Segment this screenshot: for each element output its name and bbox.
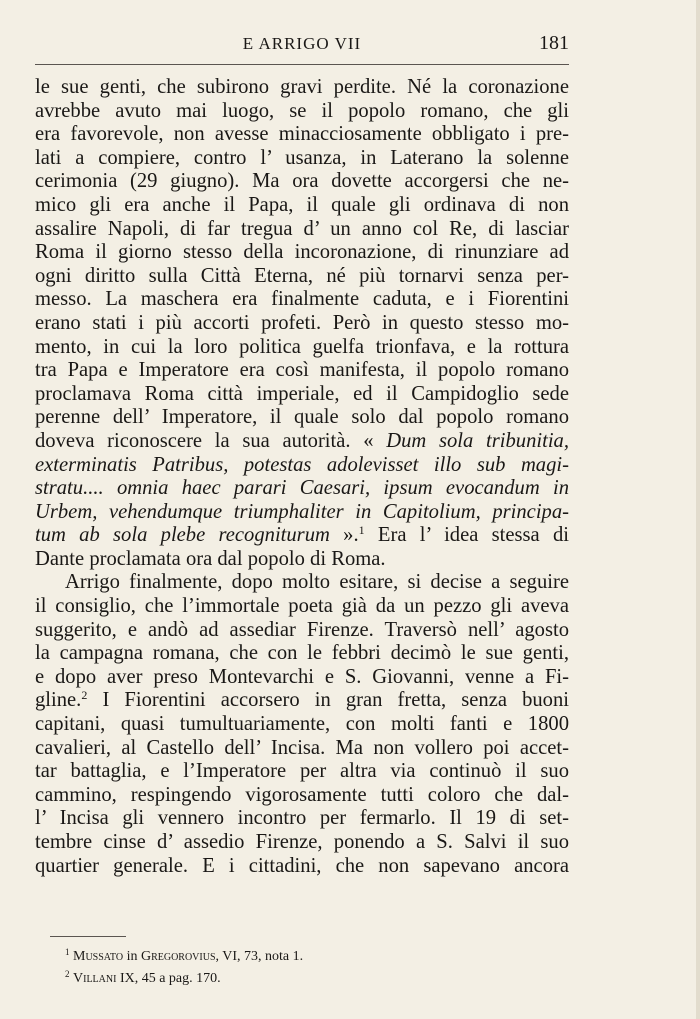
latin-quote-line: exterminatis Patribus, potestas adolevisset illo sub magi- bbox=[35, 453, 569, 476]
text-line: cavalieri, al Castello dell’ Incisa. Ma non vollero poi accet- bbox=[35, 736, 569, 759]
footnote-connector: in bbox=[126, 949, 138, 964]
footnote-ref-text: , VI, 73, nota 1. bbox=[215, 949, 304, 964]
text-line: avrebbe avuto mai luogo, se il popolo romano, che gli bbox=[35, 99, 569, 122]
footnote-mark: 2 bbox=[65, 969, 70, 979]
footnote-author: Mussato bbox=[73, 949, 124, 964]
page-header bbox=[35, 34, 569, 58]
text-line: Dante proclamata ora dal popolo di Roma. bbox=[35, 547, 386, 570]
latin-quote-line: Urbem, vehendumque triumphaliter in Capitolium, principa- bbox=[35, 500, 569, 523]
text-line: tar battaglia, e l’Imperatore per altra via continuò il suo bbox=[35, 760, 569, 783]
footnote-author: Villani bbox=[73, 971, 117, 986]
text-line: erano stati i più accorti profeti. Però in questo stesso mo- bbox=[35, 311, 569, 334]
text-line: mico gli era anche il Papa, il quale gli ordinava di non bbox=[35, 193, 569, 216]
text-line bbox=[35, 430, 569, 454]
footnote-ref[interactable]: 1 bbox=[358, 523, 365, 538]
text-line: mento, in cui la loro politica guelfa trionfava, e la rottura bbox=[35, 335, 569, 358]
text-line: Roma il giorno stesso della incoronazione, di rinunziare ad bbox=[35, 241, 569, 264]
text-line: tra Papa e Imperatore era così manifesta, il popolo romano bbox=[35, 359, 569, 382]
footnote-1 bbox=[65, 946, 545, 968]
footnote-ref-text: IX, 45 a pag. 170. bbox=[119, 971, 221, 986]
page-edge bbox=[696, 0, 700, 1019]
latin-quote: tum ab sola plebe recogniturum bbox=[35, 524, 330, 547]
footnote-ref[interactable]: 2 bbox=[81, 688, 88, 703]
footnote-work: Gregorovius bbox=[140, 949, 216, 964]
text-line: ogni diritto sulla Città Eterna, né più tornarvi senza per- bbox=[35, 264, 569, 287]
text-segment: doveva riconoscere la sua autorità. « bbox=[35, 429, 374, 452]
page-number: 181 bbox=[539, 32, 569, 54]
text-line: le sue genti, che subirono gravi perdite. Né la coronazione bbox=[35, 76, 569, 98]
text-line: messo. La maschera era finalmente caduta, e i Fiorentini bbox=[35, 288, 569, 311]
text-line: cerimonia (29 giugno). Ma ora dovette accorgersi che ne- bbox=[35, 170, 569, 193]
text-line: tembre cinse d’ assedio Firenze, ponendo a S. Salvi il suo bbox=[35, 831, 569, 853]
footnote-2 bbox=[65, 968, 545, 990]
text-line: perenne dell’ Imperatore, il quale solo dal popolo romano bbox=[35, 406, 569, 429]
running-title: E ARRIGO VII bbox=[242, 34, 362, 53]
text-line bbox=[35, 524, 569, 548]
text-line: e dopo aver preso Montevarchi e S. Giovanni, venne a Fi- bbox=[35, 665, 569, 688]
text-line bbox=[35, 689, 569, 713]
header-rule bbox=[35, 64, 569, 65]
latin-quote-line: stratu.... omnia haec parari Caesari, ipsum evocandum in bbox=[35, 477, 569, 500]
footnote-rule bbox=[50, 936, 126, 937]
text-line: l’ Incisa gli vennero incontro per fermarlo. Il 19 di set- bbox=[35, 807, 569, 830]
text-line: era favorevole, non avesse minacciosamente obbligato i pre- bbox=[35, 123, 569, 146]
text-segment: I Fiorentini accorsero in gran fretta, senza buoni bbox=[102, 689, 569, 712]
body-text bbox=[35, 76, 569, 878]
text-segment: gline. bbox=[35, 689, 82, 712]
latin-quote: Dum sola tribunitia, bbox=[386, 429, 569, 452]
text-line: lati a compiere, contro l’ usanza, in Laterano la solenne bbox=[35, 146, 569, 169]
text-line: cammino, respingendo vigorosamente tutti coloro che dal- bbox=[35, 783, 569, 806]
text-line: quartier generale. E i cittadini, che non sapevano ancora bbox=[35, 854, 569, 877]
text-segment: ». bbox=[343, 524, 359, 547]
text-line: capitani, quasi tumultuariamente, con molti fanti e 1800 bbox=[35, 713, 569, 736]
text-line: proclamava Roma città imperiale, ed il Campidoglio sede bbox=[35, 382, 569, 405]
text-segment: Era l’ idea stessa di bbox=[377, 524, 569, 547]
text-line: il consiglio, che l’immortale poeta già da un pezzo gli aveva bbox=[35, 595, 569, 618]
paragraph-start-line: Arrigo finalmente, dopo molto esitare, si decise a seguire bbox=[65, 571, 569, 594]
footnote-mark: 1 bbox=[65, 947, 70, 957]
text-line: suggerito, e andò ad assediar Firenze. Traversò nell’ agosto bbox=[35, 618, 569, 641]
footnotes bbox=[65, 946, 545, 990]
text-line: la campagna romana, che con le febbri decimò le sue genti, bbox=[35, 642, 569, 665]
text-line: assalire Napoli, di far tregua d’ un anno col Re, di lasciar bbox=[35, 217, 569, 240]
